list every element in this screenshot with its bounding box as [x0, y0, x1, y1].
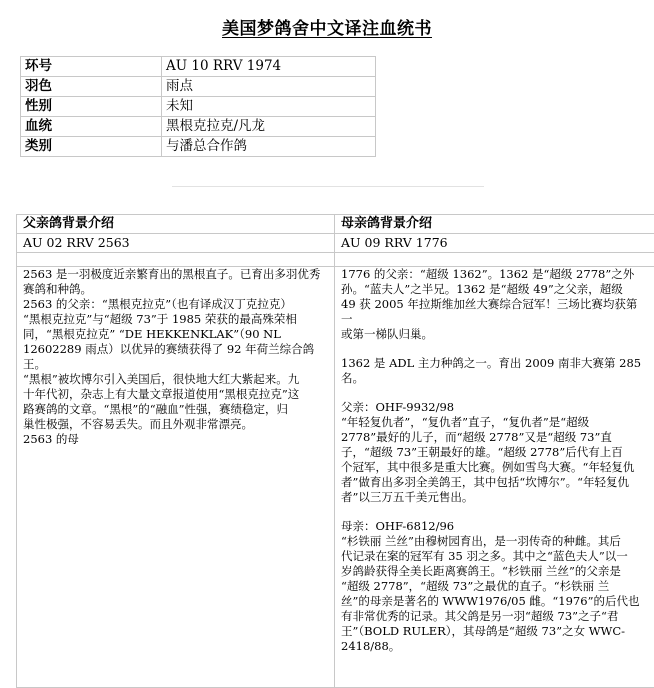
- mother-granddam-paragraph: 母亲：OHF-6812/96 “杉铁丽 兰丝”由穆树园育出，是一羽传奇的种雌。其后 代记录在案的冠军有 35 羽之多。其中之“蓝色夫人”以一 岁鸽龄获得全美长距离赛鸽王。“杉铁丽 兰丝”的父亲是 “超级 2778”，“超级 73”之最优的直子。“杉铁丽 兰 丝”的母亲是著名的 WWW1976/05 雌。“1976”的后代也 有非常优秀的记录。其父鸽是另一羽“超级 73”之子“君 王”（BOLD RULER），其母鸽是“超级 73”之女 WWC- 2418/88。: [341, 519, 648, 654]
- parents-table: [16, 214, 654, 688]
- spacer-row: [17, 253, 654, 267]
- father-header: 父亲鸽背景介绍: [17, 215, 335, 234]
- mother-header: 母亲鸽背景介绍: [335, 215, 654, 234]
- section-divider: [172, 186, 484, 187]
- mother-ring: AU 09 RRV 1776: [335, 234, 654, 253]
- parents-body-row: [17, 267, 654, 688]
- info-row-category: [21, 137, 376, 157]
- father-description-cell: [17, 267, 335, 688]
- info-key: 类别: [21, 137, 162, 157]
- info-key: 性别: [21, 97, 162, 117]
- info-key: 羽色: [21, 77, 162, 97]
- mother-sire-paragraph: 1776 的父亲：“超级 1362”。1362 是“超级 2778”之外 孙。“蓝夫人”之半兄。1362 是“超级 49”之父亲，超级 49 获 2005 年拉斯维加丝大赛综合冠军！三场比赛均获第一 或第一梯队归巢。: [341, 267, 648, 342]
- parents-header-row: [17, 215, 654, 234]
- mother-grandsire-paragraph: 父亲：OHF-9932/98 “年轻复仇者”，“复仇者”直子，“复仇者”是“超级 2778”最好的儿子，而“超级 2778”又是“超级 73”直 子，“超级 73”王朝最好的雄。“超级 2778”后代有上百 个冠军，其中很多是重大比赛。例如雪鸟大赛。“年轻复仇 者”做育出多羽全美鸽王，其中包括“坎博尔”。“年轻复仇 者”以三万五千美元售出。: [341, 400, 648, 505]
- info-row-bloodline: [21, 117, 376, 137]
- mother-description-cell: [335, 267, 654, 688]
- info-key: 血统: [21, 117, 162, 137]
- parents-ring-row: [17, 234, 654, 253]
- info-value: 雨点: [162, 77, 376, 97]
- info-row-color: [21, 77, 376, 97]
- spacer-cell: [17, 253, 335, 267]
- pigeon-info-table: [20, 56, 376, 157]
- info-value: 与潘总合作鸽: [162, 137, 376, 157]
- info-row-sex: [21, 97, 376, 117]
- info-key: 环号: [21, 57, 162, 77]
- mother-sire-note: 1362 是 ADL 主力种鸽之一。育出 2009 南非大赛第 285 名。: [341, 356, 648, 386]
- spacer-cell: [335, 253, 654, 267]
- father-description: 2563 是一羽极度近亲繁育出的黑根直子。已育出多羽优秀 赛鸽和种鸽。 2563 的父亲：“黑根克拉克”（也有译成汉丁克拉克） “黑根克拉克”与“超级 73”于 1985 荣获的最高殊荣相 同，“黑根克拉克” “DE HEKKENKLAK”（90 NL 12602289 雨点）以优异的赛绩获得了 92 年荷兰综合鸽王。 “黑根”被坎博尔引入美国后，很快地大红大紫起来。九 十年代初，杂志上有大量文章报道使用“黑根克拉克”这 路赛鸽的文章。“黑根”的“融血”性强，赛绩稳定，归 巢性极强，不容易丢失。而且外观非常漂亮。 2563 的母: [23, 267, 328, 447]
- document-title: 美国梦鸽舍中文译注血统书: [0, 14, 654, 39]
- info-row-ring: [21, 57, 376, 77]
- father-ring: AU 02 RRV 2563: [17, 234, 335, 253]
- info-value: 黑根克拉克/凡龙: [162, 117, 376, 137]
- info-value: AU 10 RRV 1974: [162, 57, 376, 77]
- info-value: 未知: [162, 97, 376, 117]
